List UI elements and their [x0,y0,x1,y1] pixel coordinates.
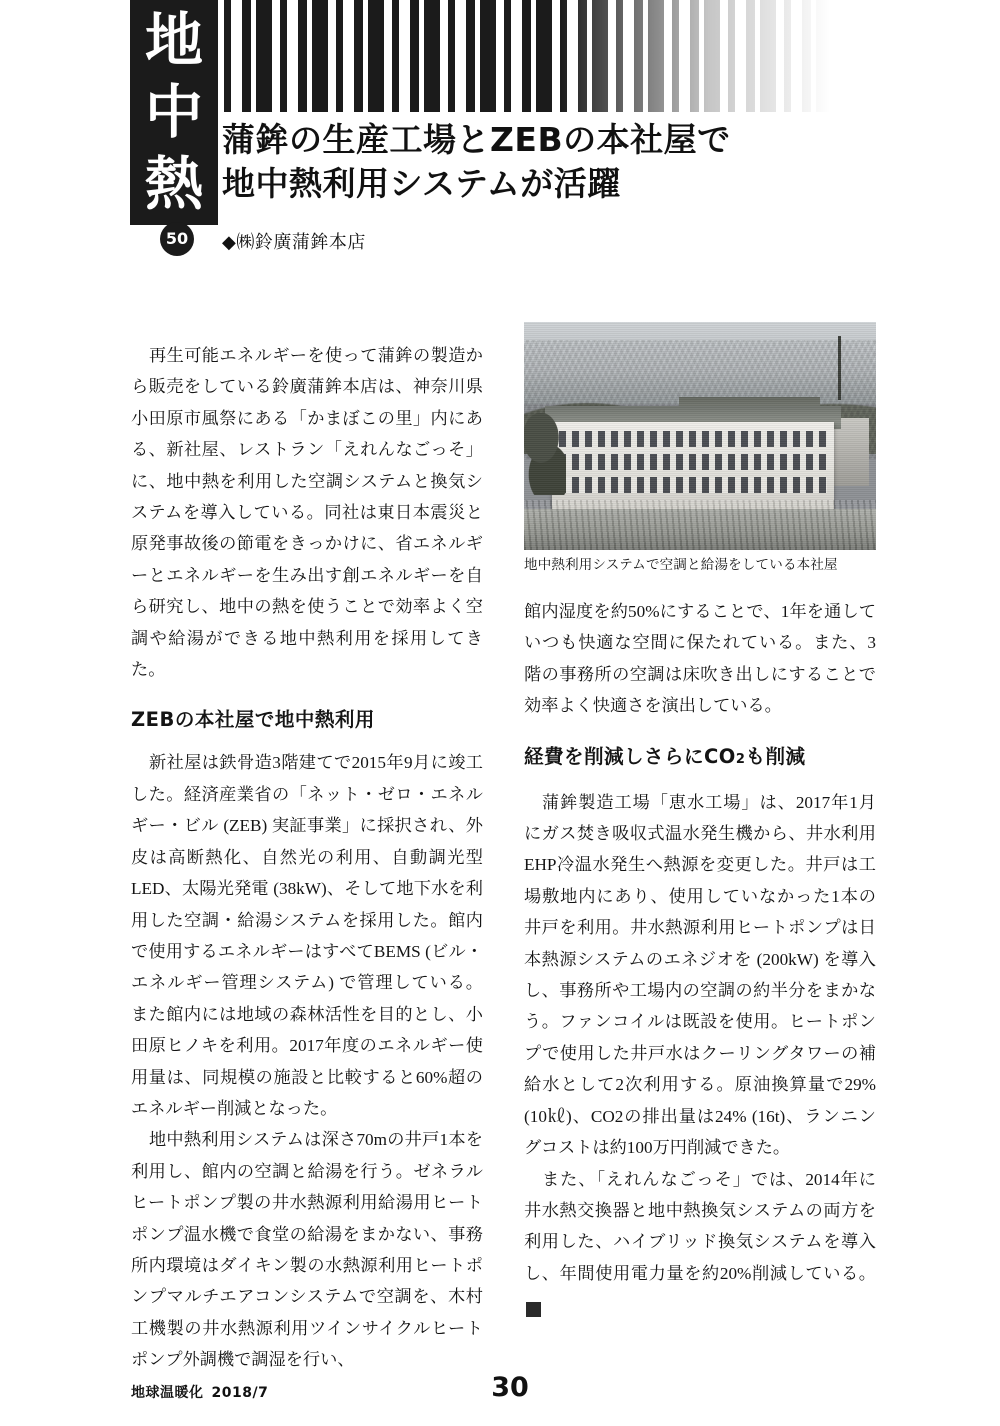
page-number: 30 [491,1372,529,1403]
section-heading-2 [524,744,876,773]
end-mark-icon: 終 [526,1302,541,1317]
kanji-char-3: 熱 [144,150,203,218]
photo-caption: 地中熱利用システムで空調と給湯をしている本社屋 [524,557,838,573]
section-kanji-label [130,0,218,225]
section1-paragraph-2-continued: 館内湿度を約50%にすることで、1年を通していつも快適な空間に保たれている。また、3階の事務所の空調は床吹き出しにすることで効率よく快適さを演出している。 [524,602,876,716]
kanji-char-1: 地 [144,6,203,74]
photo-trees [524,413,566,495]
page-title [222,118,922,206]
footer-publication [131,1382,268,1402]
photo-window-row-1 [559,431,827,447]
section-heading-2-subscript: 2 [735,751,746,767]
issue-date: 2018/7 [211,1385,269,1401]
photo-image [524,322,876,550]
bar-pattern-fade [560,0,830,112]
section1-paragraph-2: 地中熱利用システムは深さ70mの井戸1本を利用し、館内の空調と給湯を行う。ゼネラルヒートポンプ製の井水熱源利用給湯用ヒートポンプ温水機で食堂の給湯をまかない、事務所内環境はダイキン製の水熱源利用ヒートポンプマルチエアコンシステムで空調を、木村工機製の井水熱源利用ツインサイクルヒートポンプ外調機で調湿を行い、 [131,1130,483,1370]
body-column-left [131,340,483,1376]
section2-paragraph-2 [524,1164,876,1321]
publication-name: 地球温暖化 [131,1385,204,1401]
lead-paragraph: 再生可能エネルギーを使って蒲鉾の製造から販売をしている鈴廣蒲鉾本店は、神奈川県小田原市風祭にある「かまぼこの里」内にある、新社屋、レストラン「えれんなごっそ」に、地中熱を利用した空調システムと換気システムを導入している。同社は東日本震災と原発事故後の節電をきっかけに、省エネルギーとエネルギーを生み出す創エネルギーを自ら研究し、地中の熱を使うことで効率よく空調や給湯ができる地中熱利用を採用してきた。 [131,346,483,680]
section2-paragraph-2-text: また、「えれんなごっそ」では、2014年に井水熱交換器と地中熱換気システムの両方を利用した、ハイブリッド換気システムを導入し、年間使用電力量を約20%削減している。 [524,1169,876,1283]
section-heading-2-part-b: も削減 [745,744,806,768]
headline-line-2: 地中熱利用システムが活躍 [222,164,621,203]
photo-ground-texture [524,500,876,550]
section-heading-2-part-a: 経費を削減しさらにCO [524,744,736,768]
section2-paragraph-1: 蒲鉾製造工場「恵水工場」は、2017年1月にガス焚き吸収式温水発生機から、井水利用EHP冷温水発生へ熱源を変更した。井戸は工場敷地内にあり、使用していなかった1本の井戸を利用。井水熱源利用ヒートポンプは日本熱源システムのエネジオを (200kW) を導入し、事務所や工場内の空調の約半分をまかなう。ファンコイルは既設を使用。ヒートポンプで使用した井戸水はクーリングタワーの補給水として2次利用する。原油換算量で29% (10㎘)、CO2の排出量は24% (16t)、ランニングコストは約100万円削減できた。 [524,792,876,1158]
section1-paragraph-1: 新社屋は鉄骨造3階建てで2015年9月に竣工した。経済産業省の「ネット・ゼロ・エネルギー・ビル (ZEB) 実証事業」に採択され、外皮は高断熱化、自然光の利用、自動調光型LED、太陽光発電 (38kW)、そして地下水を利用した空調・給湯システムを採用した。館内で使用するエネルギーはすべてBEMS (ビル・エネルギー管理システム) で管理している。また館内には地域の森林活性を目的とし、小田原ヒノキを利用。2017年度のエネルギー使用量は、同規模の施設と比較すると60%超のエネルギー削減となった。 [131,753,483,1118]
kanji-char-2: 中 [144,78,203,146]
masthead [0,0,1000,253]
body-column-right [524,596,876,1321]
byline: ◆㈱鈴廣蒲鉾本店 [222,232,366,253]
section-heading-1: ZEBの本社屋で地中熱利用 [131,708,375,732]
photo-transmission-tower [838,336,841,400]
photo-window-row-3 [559,477,827,493]
headline-line-1: 蒲鉾の生産工場とZEBの本社屋で [222,120,731,159]
photo-window-row-2 [559,454,827,470]
series-number-badge: 50 [160,222,194,256]
article-photo [524,322,876,550]
